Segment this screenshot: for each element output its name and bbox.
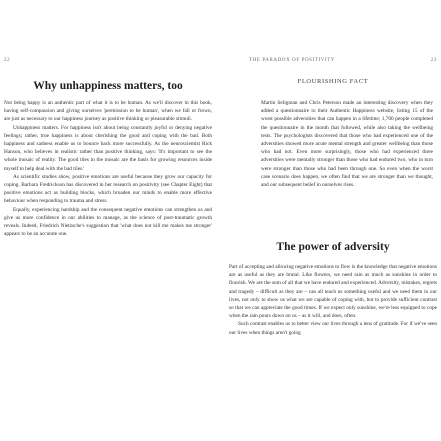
- right-page: [221, 0, 441, 441]
- paragraph: Martin Seligman and Chris Peterson made an interesting discovery when they added a questionnaire to their Authentic Happiness website, listing 15 of the worst possible adversities that can happen in a lifetime; 1,700 people completed the questionnaire in the month that followed, while also taking the wellbeing tests. The psychologists discovered that those who had experienced one of the adversities showed more acute mental strength and greater wellbeing than those who had not. Even more surprisingly, those who had experienced three adversities were mentally stronger than those who had endured two, who in turn were stronger than those who had been through one. So even when the worst case scenario does happen, we often find that we are stronger than we thought, and our subsequent belief in ourselves rises.: [261, 100, 433, 189]
- paragraph: Equally, experiencing hardship and the consequent negative emotions can strengthen us and give us more confidence in our abilities to manage, as the science of post-traumatic growth reveals. Indeed, Friedrich Nietzsche's suggestion that 'what does not kill me makes me stronger' appears to be an accurate one.: [4, 206, 212, 238]
- paragraph: As scientific studies show, positive emotions are useful because they grow our capacity for coping. Barbara Fredrickson has discovered in her research on positivity (see Chapter Eight) that positive emotions act as building blocks, which broaden our minds to enable more effective behaviour when responding to trauma and stress.: [4, 173, 212, 205]
- sidebar-text: [261, 99, 433, 189]
- paragraph: Such contrast enables us to better view our lives through a lens of gratitude. For if we've seen our lives when things aren't going: [229, 321, 437, 336]
- running-head: THE PARADOX OF POSITIVITY: [249, 58, 336, 63]
- page-number: 23: [430, 58, 437, 63]
- body-text: [4, 99, 212, 238]
- paragraph: Part of accepting and allowing negative emotions to flow is the knowledge that negative emotions are as useful as they are brutal. Like flowers, we need rain as much as sunshine in order to flourish. We are the sum of all that we have endured and experienced. Adversity, mistakes, regrets and tragedy – difficult as they are – can all teach us something useful and we need them in our lives, not only to show us what we are capable of coping with, but to provide sufficient contrast so that we can appreciate the good times. If we expect only sunshine, we're less equipped to cope when the rain pours down on us – as it will, and does, often.: [229, 264, 437, 320]
- paragraph: Unhappiness matters. For happiness isn't about being constantly joyful or denying negative feelings; rather, true happiness is about cherishing the good and coping with the bad. Both happiness and sadness enable us to bounce back more successfully. As the neuroscientist Rick Hanson, who believes in realistic rather than positive thinking, says: 'It's important to see the whole mosaic of reality. The good tiles in the mosaic are the basis for growing resources inside myself to help deal with the bad tiles.': [4, 124, 212, 172]
- sidebar-heading: FLOURISHING FACT: [297, 78, 369, 85]
- paragraph: Not being happy is an authentic part of what it is to be human. As we'll discover in this book, having self-compassion and giving ourselves 'permission to be human', when we fall or frown, are just as necessary to our happiness journey as positive thinking or pleasurable stimuli.: [4, 100, 212, 123]
- page-number: 22: [4, 58, 11, 63]
- section-heading: Why unhappiness matters, too: [33, 80, 183, 92]
- left-page: [0, 0, 220, 441]
- section-heading: The power of adversity: [276, 241, 390, 253]
- body-text: [229, 263, 437, 337]
